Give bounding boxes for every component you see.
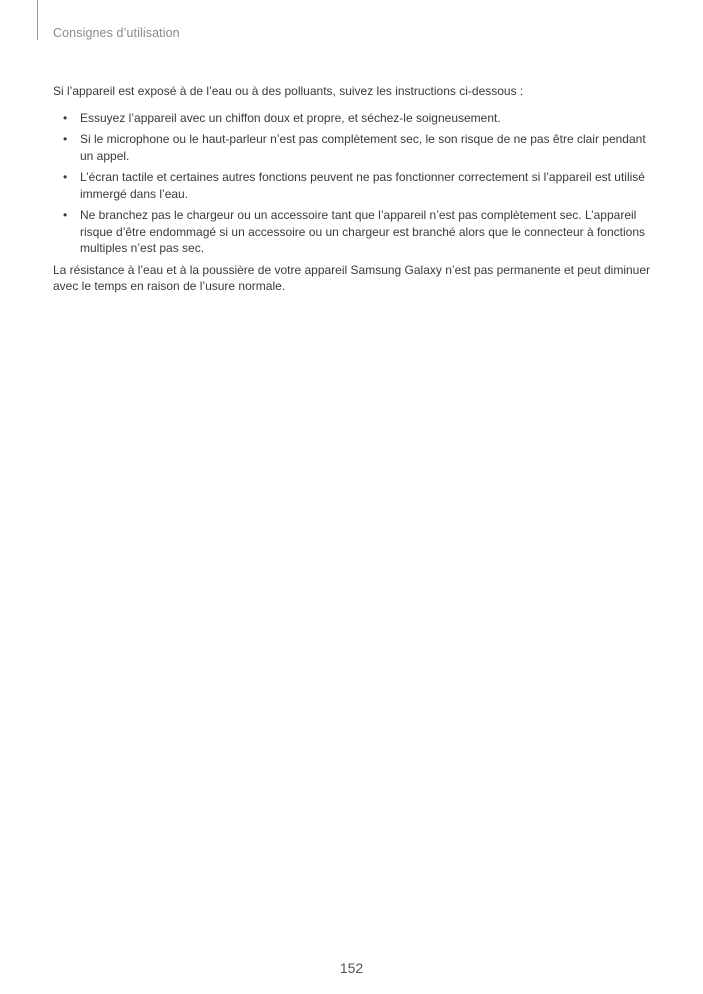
list-item — [53, 131, 653, 164]
list-item-text: Si le microphone ou le haut-parleur n’est pas complètement sec, le son risque de ne pas être clair pendant un appel. — [80, 132, 646, 163]
list-item — [53, 207, 653, 257]
bullet-icon: • — [63, 170, 68, 184]
document-body — [53, 83, 653, 295]
bullet-icon: • — [63, 110, 68, 125]
instruction-list — [53, 110, 653, 257]
list-item — [53, 110, 653, 127]
section-header: Consignes d’utilisation — [53, 26, 180, 40]
list-item-text: Ne branchez pas le chargeur ou un accessoire tant que l’appareil n’est pas complètement sec. L’appareil risque d’être endommagé si un accessoire ou un chargeur est branché alors que le connecteur à fonctions multiples n’est pas sec. — [80, 208, 646, 255]
bullet-icon: • — [63, 208, 68, 222]
page-number: 152 — [339, 960, 364, 976]
intro-paragraph: Si l’appareil est exposé à de l’eau ou à des polluants, suivez les instructions ci-dessous : — [53, 84, 524, 98]
list-item-text: Essuyez l’appareil avec un chiffon doux et propre, et séchez-le soigneusement. — [80, 110, 501, 125]
closing-paragraph: La résistance à l’eau et à la poussière de votre appareil Samsung Galaxy n’est pas permanente et peut diminuer avec le temps en raison de l’usure normale. — [53, 262, 651, 293]
list-item-text: L’écran tactile et certaines autres fonctions peuvent ne pas fonctionner correctement si l’appareil est utilisé immergé dans l’eau. — [80, 170, 645, 201]
header-divider — [37, 0, 38, 40]
list-item — [53, 169, 653, 202]
bullet-icon: • — [63, 132, 68, 146]
